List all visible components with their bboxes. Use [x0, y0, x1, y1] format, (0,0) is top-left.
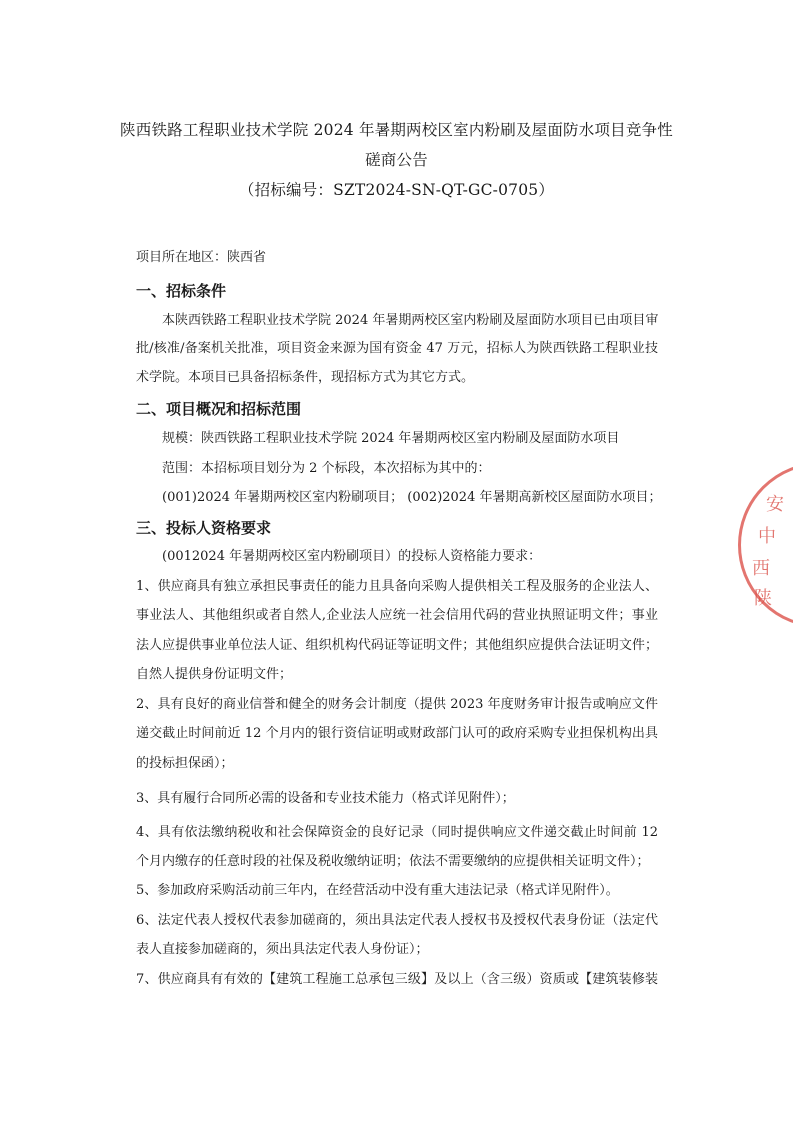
document-title: 陕西铁路工程职业技术学院 2024 年暑期两校区室内粉刷及屋面防水项目竞争性 [120, 121, 673, 139]
section-3-heading: 三、投标人资格要求 [136, 519, 272, 537]
qualification-line: 个月内缴存的任意时段的社保及税收缴纳证明；依法不需要缴纳的应提供相关证明文件）； [136, 854, 650, 869]
tender-number: （招标编号：SZT2024-SN-QT-GC-0705） [238, 181, 555, 199]
qualification-line: 1、供应商具有独立承担民事责任的能力且具备向采购人提供相关工程及服务的企业法人、 [136, 579, 658, 594]
seal-char: 中 [758, 526, 776, 547]
qualification-line: 递交截止时间前近 12 个月内的银行资信证明或财政部门认可的政府采购专业担保机构出具 [136, 726, 658, 741]
qualification-line: 7、供应商具有有效的【建筑工程施工总承包三级】及以上（含三级）资质或【建筑装修装 [136, 972, 658, 987]
qualification-intro: (0012024 年暑期两校区室内粉刷项目）的投标人资格能力要求： [162, 549, 542, 564]
seal-text [744, 470, 793, 620]
qualification-line: 表人直接参加磋商的，须出具法定代表人身份证）； [136, 942, 429, 957]
section-1-line: 批/核准/备案机关批准，项目资金来源为国有资金 47 万元，招标人为陕西铁路工程职业技 [136, 341, 658, 356]
seal-char: 西 [752, 558, 770, 579]
qualification-line: 4、具有依法缴纳税收和社会保障资金的良好记录（同时提供响应文件递交截止时间前 12 [136, 825, 658, 840]
section-1-line: 本陕西铁路工程职业技术学院 2024 年暑期两校区室内粉刷及屋面防水项目已由项目审 [162, 313, 659, 328]
qualification-line: 6、法定代表人授权代表参加磋商的，须出具法定代表人授权书及授权代表身份证（法定代 [136, 913, 658, 928]
section-1-line: 术学院。本项目已具备招标条件，现招标方式为其它方式。 [136, 370, 475, 385]
qualification-line: 自然人提供身份证明文件； [136, 667, 293, 682]
project-scale: 规模：陕西铁路工程职业技术学院 2024 年暑期两校区室内粉刷及屋面防水项目 [162, 431, 620, 446]
seal-char: 陕 [754, 588, 772, 609]
project-region: 项目所在地区：陕西省 [136, 250, 267, 265]
qualification-line: 的投标担保函）； [136, 756, 234, 771]
qualification-line: 3、具有履行合同所必需的设备和专业技术能力（格式详见附件）； [136, 791, 515, 806]
qualification-line: 2、具有良好的商业信誉和健全的财务会计制度（提供 2023 年度财务审计报告或响应文件 [136, 697, 658, 712]
project-lots: (001)2024 年暑期两校区室内粉刷项目； (002)2024 年暑期高新校区屋面防水项目； [162, 490, 662, 505]
qualification-line: 5、参加政府采购活动前三年内，在经营活动中没有重大违法记录（格式详见附件）。 [136, 883, 619, 898]
seal-char: 安 [766, 494, 784, 515]
section-2-heading: 二、项目概况和招标范围 [136, 400, 302, 418]
document-title-continued: 磋商公告 [365, 151, 428, 169]
qualification-line: 法人应提供事业单位法人证、组织机构代码证等证明文件；其他组织应提供合法证明文件； [136, 638, 658, 653]
project-scope: 范围：本招标项目划分为 2 个标段，本次招标为其中的： [162, 461, 491, 476]
section-1-heading: 一、招标条件 [136, 282, 227, 300]
qualification-line: 事业法人、其他组织或者自然人,企业法人应统一社会信用代码的营业执照证明文件；事业 [136, 608, 658, 623]
